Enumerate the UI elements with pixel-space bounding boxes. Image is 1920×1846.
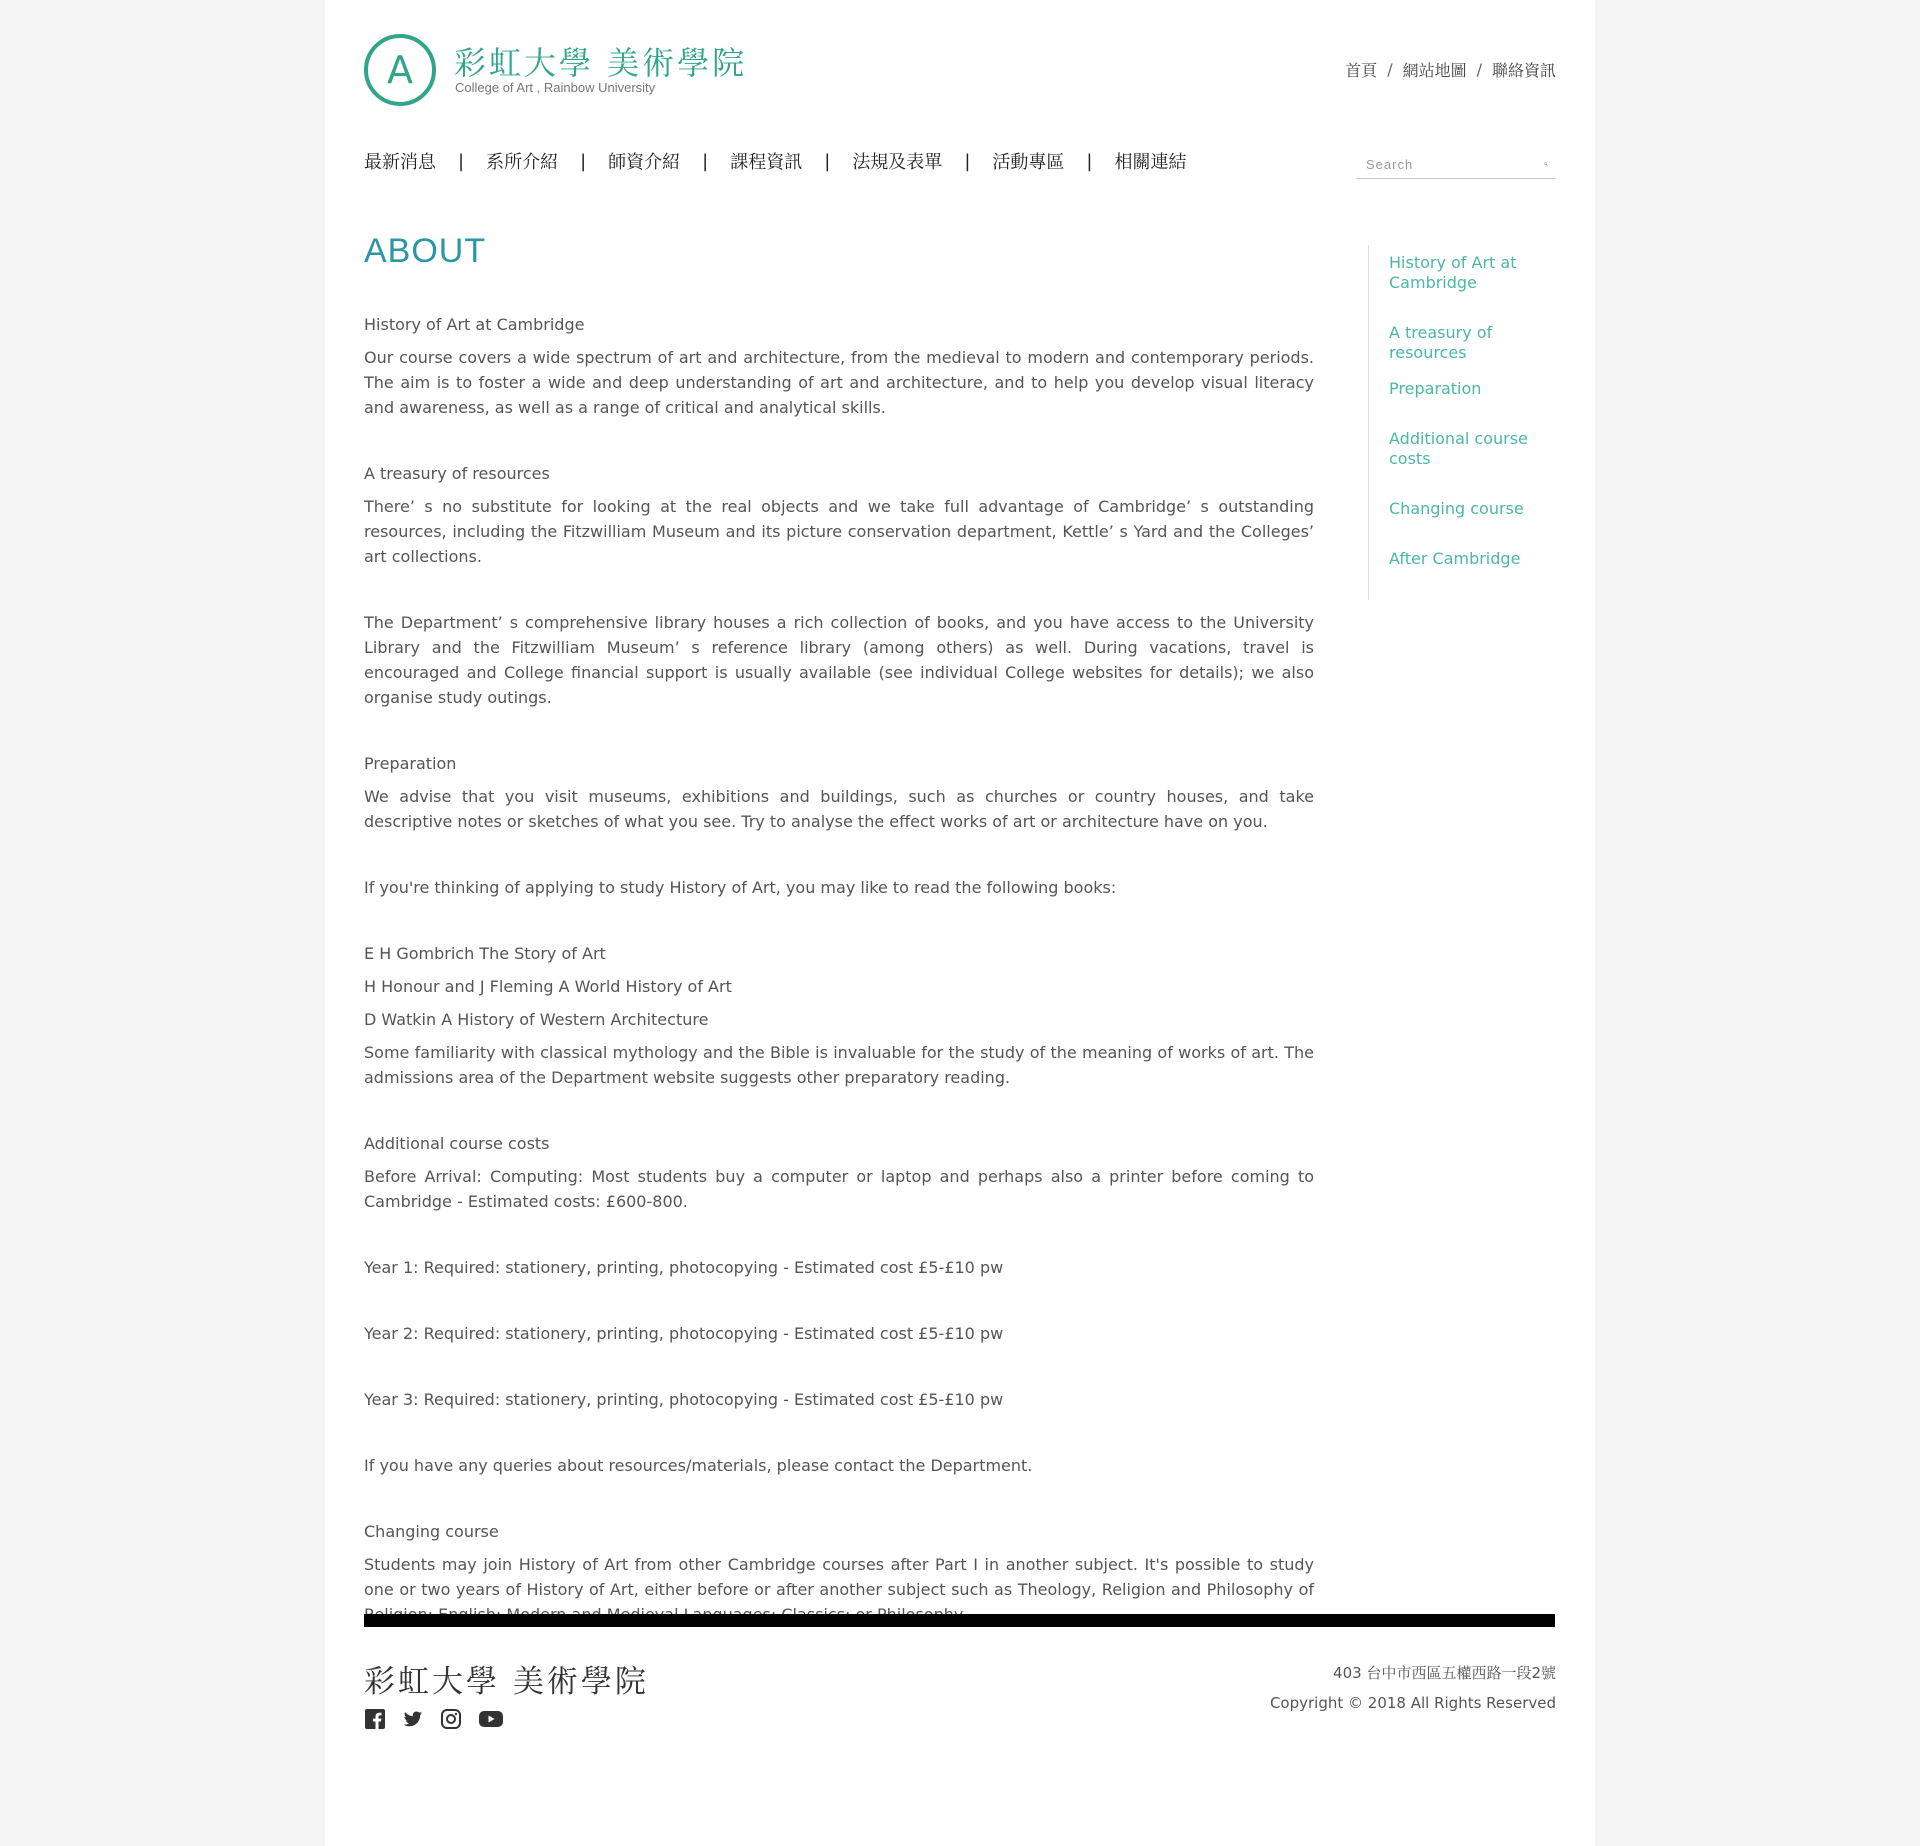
book-item: D Watkin A History of Western Architecture xyxy=(364,1010,709,1029)
link-separator: / xyxy=(1387,60,1393,79)
footer-divider xyxy=(364,1614,1555,1627)
paragraph: Students may join History of Art from other Cambridge courses after Part I in another subject. It's possible to study one or two years of History of Art, either before or after another subject such as Theology, Religion and Philosophy of xyxy=(364,1555,1314,1599)
footer-info xyxy=(1270,1658,1556,1718)
nav-item-news[interactable]: 最新消息 xyxy=(364,152,436,173)
page-title: ABOUT xyxy=(364,232,487,270)
section-heading-preparation: Preparation xyxy=(364,754,457,773)
paragraph: Year 1: Required: stationery, printing, photocopying - Estimated cost £5-£10 pw xyxy=(364,1258,1004,1277)
twitter-icon[interactable] xyxy=(402,1708,424,1730)
section-heading-resources: A treasury of resources xyxy=(364,464,550,483)
sidebar-item-changing[interactable]: Changing course xyxy=(1389,499,1524,518)
link-home[interactable]: 首頁 xyxy=(1345,61,1378,80)
nav-separator: | xyxy=(458,150,465,172)
site-title[interactable]: 彩虹大學 美術學院 xyxy=(454,44,748,82)
paragraph: The Department’ s comprehensive library houses a rich collection of books, and you have access to the University Library and the Fitzwilliam Museum’ s reference library (among others) as well. During vacations, travel is encouraged and College financial support is usually available (see individual College websites for details); we also organise study outings. xyxy=(364,613,1314,707)
section-heading-history: History of Art at Cambridge xyxy=(364,315,585,334)
search-icon[interactable] xyxy=(1544,156,1548,172)
instagram-icon[interactable] xyxy=(440,1708,462,1730)
section-heading-changing: Changing course xyxy=(364,1522,499,1541)
search-input[interactable] xyxy=(1356,156,1544,173)
nav-item-regulations[interactable]: 法規及表單 xyxy=(852,152,943,173)
nav-item-courses[interactable]: 課程資訊 xyxy=(730,152,803,173)
nav-separator: | xyxy=(1086,150,1093,172)
nav-separator: | xyxy=(702,150,709,172)
address: 403 台中市西區五權西路一段2號 xyxy=(1333,1664,1556,1682)
sidebar-item-preparation[interactable]: Preparation xyxy=(1389,379,1482,398)
book-item: H Honour and J Fleming A World History of Art xyxy=(364,977,732,996)
social-links xyxy=(364,1708,500,1730)
paragraph: There’ s no substitute for looking at the real objects and we take full advantage of Cambridge’ s outstanding resources, including the Fitzwilliam Museum and its picture conservation department, Kettle’ s Yard and the Colleges’ art collections. xyxy=(364,497,1314,566)
main-nav xyxy=(364,148,1186,174)
nav-separator: | xyxy=(964,150,971,172)
link-contact[interactable]: 聯絡資訊 xyxy=(1491,61,1556,80)
link-separator: / xyxy=(1476,60,1482,79)
nav-item-faculty[interactable]: 師資介紹 xyxy=(608,152,681,173)
nav-separator: | xyxy=(824,150,831,172)
facebook-icon[interactable] xyxy=(364,1708,386,1730)
search-box xyxy=(1356,150,1556,179)
paragraph: Year 3: Required: stationery, printing, photocopying - Estimated cost £5-£10 pw xyxy=(364,1390,1004,1409)
logo-icon[interactable] xyxy=(364,34,436,106)
paragraph: If you have any queries about resources/materials, please contact the Department. xyxy=(364,1456,1033,1475)
link-sitemap[interactable]: 網站地圖 xyxy=(1402,61,1467,80)
paragraph: If you're thinking of applying to study History of Art, you may like to read the following books: xyxy=(364,878,1117,897)
paragraph: Year 2: Required: stationery, printing, photocopying - Estimated cost £5-£10 pw xyxy=(364,1324,1004,1343)
sidebar-item-after[interactable]: After Cambridge xyxy=(1389,549,1521,568)
footer-title: 彩虹大學 美術學院 xyxy=(364,1664,649,1700)
logo-letter: A xyxy=(387,48,413,92)
paragraph: Some familiarity with classical mythology and the Bible is invaluable for the study of the meaning of works of art. The admissions area of the Department website suggests other preparatory reading. xyxy=(364,1043,1314,1087)
nav-item-events[interactable]: 活動專區 xyxy=(992,152,1065,173)
copyright: Copyright © 2018 All Rights Reserved xyxy=(1269,1694,1556,1712)
site-subtitle: College of Art , Rainbow University xyxy=(455,80,656,95)
paragraph: Our course covers a wide spectrum of art and architecture, from the medieval to modern and contemporary periods. The aim is to foster a wide and deep understanding of art and architecture, and to help you develop visual literacy and awareness, as well as a range of critical and analytical skills. xyxy=(364,348,1314,417)
top-links xyxy=(1345,58,1556,81)
nav-item-department[interactable]: 系所介紹 xyxy=(486,152,559,173)
paragraph: We advise that you visit museums, exhibitions and buildings, such as churches or country houses, and take descriptive notes or sketches of what you see. Try to analyse the effect works of art or architecture have on you. xyxy=(364,787,1314,831)
sidebar-item-costs[interactable]: Additional course costs xyxy=(1389,429,1528,468)
page xyxy=(325,0,1595,1846)
section-heading-costs: Additional course costs xyxy=(364,1134,550,1153)
sidebar-item-resources[interactable]: A treasury of resources xyxy=(1389,323,1493,362)
book-item: E H Gombrich The Story of Art xyxy=(364,944,606,963)
youtube-icon[interactable] xyxy=(478,1708,500,1730)
sidebar-nav xyxy=(1368,245,1559,600)
sidebar-item-history[interactable]: History of Art at Cambridge xyxy=(1389,253,1517,292)
main-content xyxy=(364,312,1314,1627)
nav-separator: | xyxy=(580,150,587,172)
paragraph: Before Arrival: Computing: Most students buy a computer or laptop and perhaps also a printer before coming to Cambridge - Estimated costs: £600-800. xyxy=(364,1167,1314,1211)
nav-item-links[interactable]: 相關連結 xyxy=(1114,152,1187,173)
